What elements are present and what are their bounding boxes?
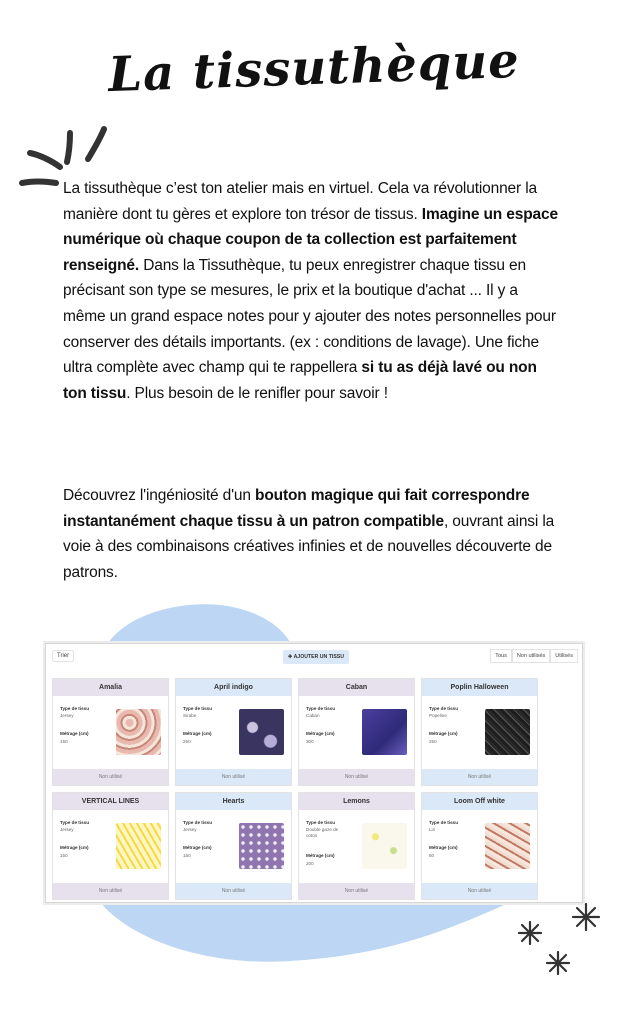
app-screenshot bbox=[45, 643, 583, 903]
fabric-name: VERTICAL LINES bbox=[53, 793, 168, 810]
fabric-length-value: 200 bbox=[306, 861, 314, 866]
fabric-type-value: Popeline bbox=[429, 713, 447, 718]
fabric-length-label: Métrage (cm) bbox=[60, 731, 89, 736]
fabric-type-value: Caban bbox=[306, 713, 320, 718]
fabric-name: Hearts bbox=[176, 793, 291, 810]
text-segment: Découvrez l'ingéniosité d'un bbox=[63, 487, 255, 504]
fabric-name: Amalia bbox=[53, 679, 168, 696]
fabric-status[interactable]: Non utilisé bbox=[53, 769, 168, 785]
fabric-length-value: 250 bbox=[183, 739, 191, 744]
fabric-status[interactable]: Non utilisé bbox=[299, 769, 414, 785]
text-segment: bouton magique qui fait correspondre instantanément chaque tissu à un patron compatible bbox=[63, 487, 530, 530]
fabric-length-value: 150 bbox=[60, 853, 68, 858]
fabric-type-label: Type de tissu bbox=[183, 706, 213, 711]
star-doodles-icon bbox=[510, 895, 610, 985]
fabric-length-value: 300 bbox=[306, 739, 314, 744]
filter-all[interactable]: Tous bbox=[490, 649, 512, 663]
text-segment: Imagine un espace numérique où chaque coupon de ta collection est parfaitement renseigné. bbox=[63, 205, 558, 274]
fabric-length-label: Métrage (cm) bbox=[183, 731, 212, 736]
fabric-status[interactable]: Non utilisé bbox=[299, 883, 414, 899]
fabric-card[interactable] bbox=[52, 678, 169, 786]
intro-paragraph-2 bbox=[63, 483, 563, 585]
fabric-name: Lemons bbox=[299, 793, 414, 810]
page-title: La tissuthèque bbox=[107, 32, 521, 104]
add-fabric-button[interactable]: ✚ AJOUTER UN TISSU bbox=[283, 650, 349, 664]
fabric-card[interactable] bbox=[421, 792, 538, 900]
fabric-card[interactable] bbox=[175, 678, 292, 786]
fabric-status[interactable]: Non utilisé bbox=[422, 883, 537, 899]
fabric-thumbnail bbox=[485, 709, 530, 755]
fabric-thumbnail bbox=[485, 823, 530, 869]
fabric-thumbnail bbox=[239, 823, 284, 869]
fabric-type-label: Type de tissu bbox=[429, 706, 459, 711]
fabric-length-value: 60 bbox=[429, 853, 435, 858]
fabric-type-value: Jersey bbox=[60, 713, 74, 718]
fabric-thumbnail bbox=[116, 709, 161, 755]
fabric-name: Caban bbox=[299, 679, 414, 696]
fabric-name: Loom Off white bbox=[422, 793, 537, 810]
text-segment: Dans la Tissuthèque, tu peux enregistrer chaque tissu en précisant son type se mesures, le prix et la boutique d'achat ... Il y a même un grand espace notes pour y ajouter des notes personnelles pour conserver des détails importants. (ex : conditions de lavage). Une fiche ultra complète avec champ qui te rappellera bbox=[63, 256, 556, 377]
text-segment: . Plus besoin de le renifler pour savoir ! bbox=[126, 384, 388, 402]
intro-paragraph-1 bbox=[63, 176, 563, 406]
fabric-card[interactable] bbox=[421, 678, 538, 786]
fabric-type-value: Lin bbox=[429, 827, 436, 832]
fabric-card[interactable] bbox=[298, 792, 415, 900]
fabric-status[interactable]: Non utilisé bbox=[422, 769, 537, 785]
fabric-type-value: Jersey bbox=[60, 827, 74, 832]
fabric-type-value: Sirabe bbox=[183, 713, 197, 718]
fabric-type-label: Type de tissu bbox=[306, 820, 336, 825]
fabric-type-label: Type de tissu bbox=[60, 706, 90, 711]
fabric-type-value: Jersey bbox=[183, 827, 197, 832]
text-segment: , ouvrant ainsi la voie à des combinaisons créatives infinies et de nouvelles découverte de patrons. bbox=[63, 512, 555, 581]
sort-button[interactable]: Trier bbox=[52, 650, 74, 662]
fabric-name: April indigo bbox=[176, 679, 291, 696]
fabric-type-label: Type de tissu bbox=[183, 820, 213, 825]
filter-tabs bbox=[490, 649, 578, 663]
fabric-length-label: Métrage (cm) bbox=[306, 731, 335, 736]
blob-bottom bbox=[90, 895, 530, 970]
fabric-type-value: Double gaze de coton bbox=[306, 827, 339, 838]
fabric-name: Poplin Halloween bbox=[422, 679, 537, 696]
fabric-length-value: 150 bbox=[183, 853, 191, 858]
fabric-card[interactable] bbox=[298, 678, 415, 786]
fabric-thumbnail bbox=[362, 823, 407, 869]
fabric-type-label: Type de tissu bbox=[429, 820, 459, 825]
fabric-length-label: Métrage (cm) bbox=[429, 845, 458, 850]
fabric-thumbnail bbox=[116, 823, 161, 869]
fabric-type-label: Type de tissu bbox=[60, 820, 90, 825]
fabric-status[interactable]: Non utilisé bbox=[53, 883, 168, 899]
fabric-length-label: Métrage (cm) bbox=[306, 853, 335, 858]
fabric-length-label: Métrage (cm) bbox=[183, 845, 212, 850]
filter-unused[interactable]: Non utilisés bbox=[512, 649, 550, 663]
fabric-card[interactable] bbox=[52, 792, 169, 900]
fabric-card[interactable] bbox=[175, 792, 292, 900]
fabric-thumbnail bbox=[239, 709, 284, 755]
filter-used[interactable]: Utilisés bbox=[550, 649, 578, 663]
fabric-length-label: Métrage (cm) bbox=[60, 845, 89, 850]
text-segment: si tu as déjà lavé ou non ton tissu bbox=[63, 359, 537, 402]
fabric-length-value: 250 bbox=[429, 739, 437, 744]
fabric-type-label: Type de tissu bbox=[306, 706, 336, 711]
fabric-length-label: Métrage (cm) bbox=[429, 731, 458, 736]
fabric-status[interactable]: Non utilisé bbox=[176, 883, 291, 899]
fabric-status[interactable]: Non utilisé bbox=[176, 769, 291, 785]
fabric-grid bbox=[52, 678, 538, 900]
fabric-thumbnail bbox=[362, 709, 407, 755]
fabric-length-value: 150 bbox=[60, 739, 68, 744]
text-segment: La tissuthèque c’est ton atelier mais en virtuel. Cela va révolutionner la manière dont tu gères et explore ton trésor de tissus. bbox=[63, 180, 537, 223]
